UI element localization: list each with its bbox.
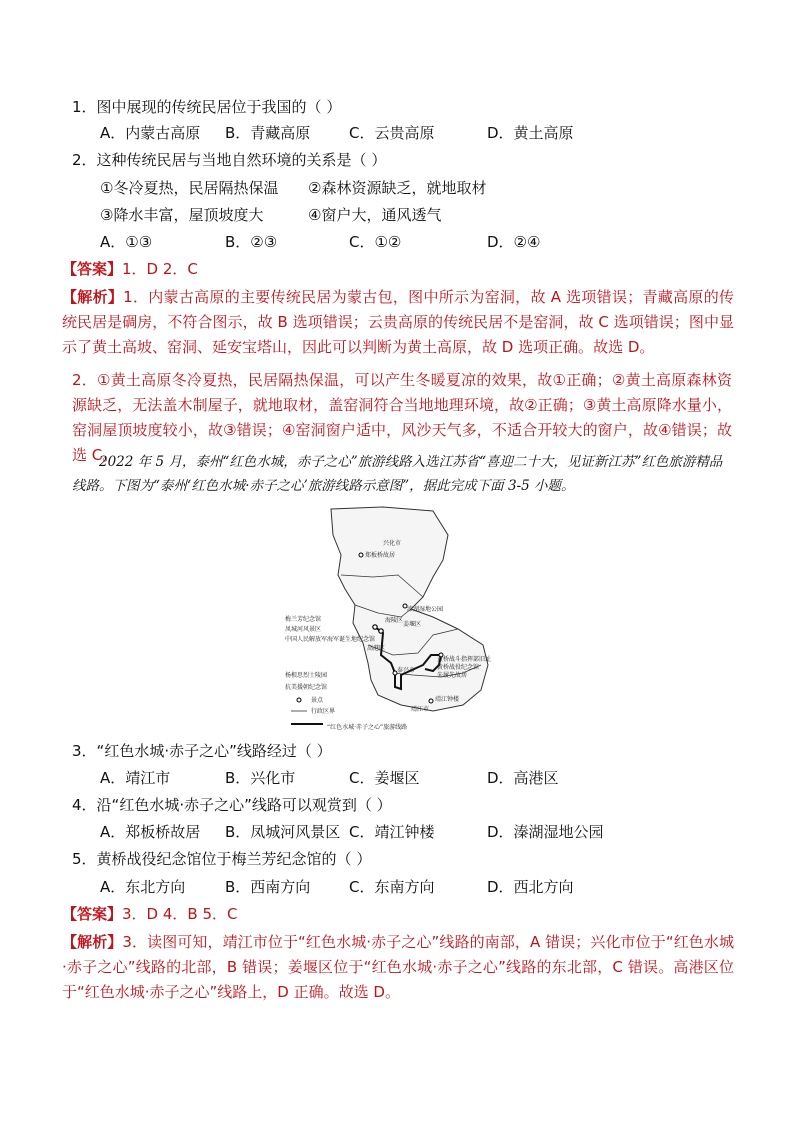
q4-option-c: C．靖江钟楼: [349, 823, 435, 841]
map-label-jiangyan: 姜堰区: [403, 621, 422, 628]
q2-option-c: C．①②: [349, 233, 402, 251]
map-label-zhengbanqiao: 郑板桥故居: [365, 552, 396, 559]
zhengbanqiao-point: [359, 553, 363, 557]
map-label-jingjiang-tower: 靖江钟楼: [435, 696, 460, 703]
map-label-fengcheng: 凤城河风景区: [285, 626, 322, 633]
map-svg: [283, 505, 508, 737]
q2-option-b: B．②③: [225, 233, 278, 251]
q5-option-b: B．西南方向: [225, 878, 311, 896]
legend-point-icon: [297, 698, 301, 702]
q4-option-b: B．凤城河风景区: [225, 823, 341, 841]
map-label-meilanfang: 梅兰芳纪念馆: [285, 616, 322, 623]
q1-stem: 1．图中展现的传统民居位于我国的（ ）: [72, 98, 342, 116]
analysis-label: 【解析】: [62, 288, 124, 306]
map-label-huangqiao-hq: 黄桥战斗指挥部旧址: [437, 656, 492, 663]
q2-option-a: A．①③: [100, 233, 153, 251]
analysis-q3: 3．读图可知，靖江市位于“红色水城·赤子之心”线路的南部，A 错误；兴化市位于“红色水城·赤子之心”线路的北部，B 错误；姜堰区位于“红色水城·赤子之心”线路的东北部，C 错误。高港区位于“红色水城·赤子之心”线路上，D 正确。故选 D。: [62, 933, 734, 1001]
analysis-block-1: [62, 285, 734, 360]
q1-option-a: A．内蒙古高原: [100, 124, 201, 142]
q5-option-c: C．东南方向: [349, 878, 435, 896]
q1-option-d: D．黄土高原: [487, 124, 574, 142]
q5-option-d: D．西北方向: [487, 878, 574, 896]
q4-option-d: D．溱湖湿地公园: [487, 823, 604, 841]
q3-option-a: A．靖江市: [100, 769, 171, 787]
passage-intro: 2022 年 5 月，泰州“红色水城，赤子之心”旅游线路入选江苏省“喜迎二十大，见证新江苏”红色旅游精品线路。下图为“泰州‘红色水城·赤子之心’旅游线路示意图”，据此完成下面 3-5 小题。: [72, 454, 723, 494]
analysis-q2: 2．①黄土高原冬冷夏热，民居隔热保温，可以产生冬暖夏凉的效果，故①正确；②黄土高原森林资源缺乏，无法盖木制屋子，就地取材，盖窑洞符合当地地理环境，故②正确；③黄土高原降水量小，窑洞屋顶坡度较小，故③错误；④窑洞窗户适中，风沙天气多，不适合开较大的窗户，故④错误；故选 C。: [72, 371, 732, 464]
answer-text: 1．D 2．C: [122, 260, 198, 278]
q2-item-2: ②森林资源缺乏，就地取材: [308, 179, 487, 197]
map-label-huangqiao-mem: 黄桥战役纪念馆: [437, 664, 480, 671]
q3-option-b: B．兴化市: [225, 769, 296, 787]
q1-option-c: C．云贵高原: [349, 124, 435, 142]
q2-item-1: ①冬冷夏热，民居隔热保温: [100, 179, 279, 197]
answer-text: 3．D 4．B 5．C: [122, 905, 238, 923]
answer-block-1: [62, 258, 198, 280]
map-label-hailing: 海陵区: [385, 617, 404, 624]
fengcheng-point: [379, 629, 383, 633]
legend-point-label: 景点: [311, 697, 324, 704]
meilanfang-point: [373, 625, 377, 629]
legend-boundary-label: 行政区界: [311, 708, 336, 715]
answer-label: 【答案】: [62, 905, 123, 923]
answer-block-2: [62, 903, 238, 925]
analysis-block-2: [62, 930, 734, 1005]
map-label-taixing: 泰兴市: [397, 667, 416, 674]
q5-option-a: A．东北方向: [100, 878, 186, 896]
q3-option-c: C．姜堰区: [349, 769, 420, 787]
analysis-label: 【解析】: [62, 933, 123, 951]
q3-option-d: D．高港区: [487, 769, 559, 787]
q2-item-4: ④窗户大，通风透气: [308, 206, 442, 224]
q4-stem: 4．沿“红色水城·赤子之心”线路可以观赏到（ ）: [72, 796, 392, 814]
taizhou-route-map: [283, 505, 508, 737]
map-label-jingjiang: 靖江市: [411, 706, 430, 713]
map-label-yanggenshi: 杨根思烈士陵园: [285, 672, 328, 679]
legend-route-label: “红色水城·赤子之心”旅游线路: [327, 724, 408, 731]
q4-option-a: A．郑板桥故居: [100, 823, 201, 841]
map-label-zhuxianjue: 朱履先故居: [437, 672, 468, 679]
map-label-gaogang: 高港区: [367, 645, 386, 652]
map-label-ganmin: 抗美援朝纪念馆: [285, 684, 328, 691]
analysis-q1: 1．内蒙古高原的主要传统民居为蒙古包，图中所示为窑洞，故 A 选项错误；青藏高原的传统民居是碉房，不符合图示，故 B 选项错误；云贵高原的传统民居不是窑洞，故 C 选项错误；图中显示了黄土高坡、窑洞、延安宝塔山，因此可以判断为黄土高原，故 D 选项正确。故选 D。: [62, 288, 734, 356]
map-label-qinhu: 溱湖湿地公园: [407, 606, 444, 613]
jingjiang-tower-point: [429, 699, 433, 703]
q2-stem: 2．这种传统民居与当地自然环境的关系是（ ）: [72, 151, 387, 169]
map-label-xinghua: 兴化市: [383, 540, 402, 547]
map-label-navy: 中国人民解放军海军诞生地纪念馆: [285, 636, 376, 643]
q1-option-b: B．青藏高原: [225, 124, 311, 142]
q3-stem: 3．“红色水城·赤子之心”线路经过（ ）: [72, 742, 332, 760]
q2-item-3: ③降水丰富，屋顶坡度大: [100, 206, 264, 224]
q2-option-d: D．②④: [487, 233, 541, 251]
q5-stem: 5．黄桥战役纪念馆位于梅兰芳纪念馆的（ ）: [72, 850, 372, 868]
answer-label: 【答案】: [62, 260, 123, 278]
